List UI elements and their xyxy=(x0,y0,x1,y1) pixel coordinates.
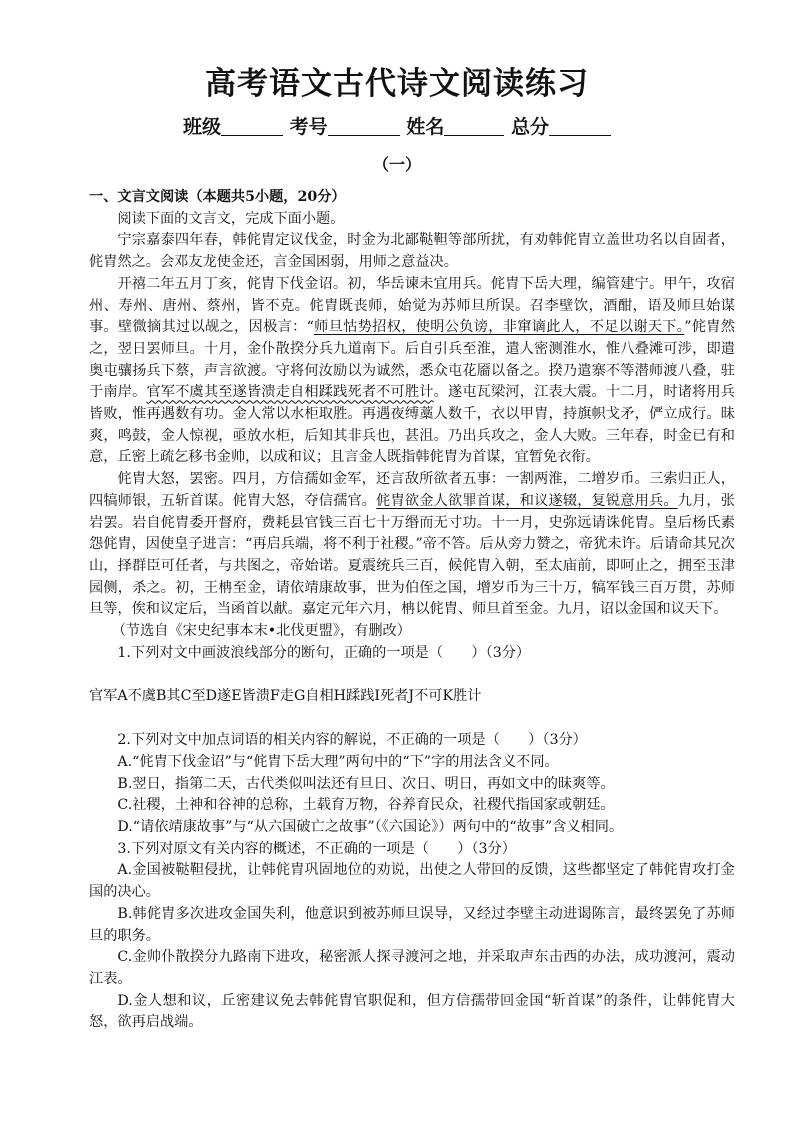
class-blank xyxy=(221,117,283,136)
id-blank xyxy=(328,117,400,136)
name-blank xyxy=(444,117,504,136)
part-heading: 一、文言文阅读（本题共5小题，20分） xyxy=(89,189,346,205)
question-3-option-b: B.韩侂胄多次进攻金国失利，他意识到被苏师旦误导，又经过李壁主动进谒陈言，最终罢免了苏师旦的职务。 xyxy=(89,905,735,944)
question-2-option-c: C.社稷，土神和谷神的总称，土载育万物，谷养育民众，社稷代指国家或朝廷。 xyxy=(117,797,615,814)
underlined-sentence-1: 师旦怙势招权，使明公负谤，非窜谪此人，不足以谢天下。 xyxy=(313,319,685,336)
question-3-option-c: C.金帅仆散揆分九路南下进攻，秘密派人探寻渡河之地，并采取声东击西的办法，成功渡河，震动江表。 xyxy=(89,949,735,987)
question-3-option-a: A.金国被鞑靼侵扰，让韩侂胄巩固地位的劝说，出使之人带回的反馈，这些都坚定了韩侂胄攻打金国的决心。 xyxy=(89,862,735,901)
student-info-line xyxy=(0,112,794,139)
question-2-option-b: B.翌日，指第二天，古代类似叫法还有旦日、次日、明日，再如文中的昧爽等。 xyxy=(117,775,615,792)
question-2: 2.下列对文中加点词语的相关内容的解说，不正确的一项是（ ）（3分） xyxy=(117,732,587,749)
wavy-line-sentence: 官军不虞其至遂皆溃走自相蹂践死者不可胜计 xyxy=(146,384,434,401)
question-3: 3.下列对原文有关内容的概述，不正确的一项是（ ）（3分） xyxy=(117,840,516,857)
passage-source: （节选自《宋史纪事本末•北伐更盟》，有删改） xyxy=(111,623,411,640)
reading-section xyxy=(89,187,735,1034)
score-label: 总分 xyxy=(510,116,549,138)
id-label: 考号 xyxy=(289,116,328,138)
class-label: 班级 xyxy=(183,116,222,138)
passage-paragraph-3: 侂胄大怒，罢密。四月，方信孺如金军，还言敌所欲者五事：一割两淮，二增岁币。三索归正人，四犒师银，五斩首谋。侂胄大怒，夺信孺官。侂胄欲金人欲罪首谋，和议遂辍，复锐意用兵。九月，张岩罢。岩自侂胄委开督府，费耗县官钱三百七十万缗而无寸功。十一月，史弥远请诛侂胄。皇后杨氏素怨侂胄，因使皇子进言：“再启兵端，将不利于社稷。”帝不答。后从旁力赞之，帝犹未许。后请命其兄次山，择群臣可任者，与共图之，帝始诺。夏震统兵三百，候侂胄入朝，至太庙前，即呵止之，拥至玉津园侧，杀之。初，王柟至金，请依靖康故事，世为伯侄之国，增岁币为三十万，犒军钱三百万贯，苏师旦等，俟和议定后，当函首以献。嘉定元年六月，柟以侂胄、师旦首至金。九月，诏以金国和议天下。 xyxy=(89,471,735,618)
question-2-option-a: A.“侂胄下伐金诏”与“侂胄下岳大理”两句中的“下”字的用法含义不同。 xyxy=(117,753,559,770)
page-title: 高考语文古代诗文阅读练习 xyxy=(205,66,589,102)
underlined-sentence-2: 侂胄欲金人欲罪首谋，和议遂辍，复锐意用兵。 xyxy=(376,492,678,509)
section-number: （一） xyxy=(372,155,421,174)
question-3-option-d: D.金人想和议，丘密建议免去韩侂胄官职促和，但方信孺带回金国“斩首谋”的条件，让韩侂胄大怒，欲再启战端。 xyxy=(89,992,735,1031)
passage-paragraph-2: 开禧二年五月丁亥，侂胄下伐金诏。初，华岳谏未宜用兵。侂胄下岳大理，编管建宁。甲午，攻宿州、寿州、唐州、蔡州，皆不克。侂胄既丧师，始觉为苏师旦所误。召李壁饮，酒酣，语及师旦始谋事。壁微摘其过以觇之，因极言：“师旦怙势招权，使明公负谤，非窜谪此人，不足以谢天下。”侂胄然之，翌日罢师旦。十月，金仆散揆分兵九道南下。后自引兵至淮，遣人密测淮水，惟八叠滩可涉，即遣奥屯骧扬兵下蔡，声言欲渡。守将何汝励以为诚然，悉众屯花靥以备之。揆乃遣寨不等潜师渡八叠，驻于南岸。官军不虞其至遂皆溃走自相蹂践死者不可胜计。遂屯瓦梁河，江表大震。十二月，时诸将用兵皆败，惟再遇数有功。金人常以水柜取胜。再遇夜缚藁人数千，衣以甲胄，持旗帜戈矛，俨立成行。昧爽，鸣鼓，金人惊视，亟放水柜，后知其非兵也，甚沮。乃出兵攻之，金人大败。三年春，时金已有和意，丘密上疏乞移书金帅，以成和议；且言金人既指韩侂胄为首谋，宜暂免衣衔。 xyxy=(89,275,735,466)
question-1: 1.下列对文中画波浪线部分的断句，正确的一项是（ ）（3分） xyxy=(117,644,531,661)
instruction: 阅读下面的文言文，完成下面小题。 xyxy=(117,210,345,227)
score-blank xyxy=(549,117,611,136)
question-1-options: 官军A不虞B其C至D遂E皆溃F走G自相H蹂践I死者J不可K胜计 xyxy=(89,688,482,705)
name-label: 姓名 xyxy=(406,116,445,138)
question-2-option-d: D.“请依靖康故事”与“从六国破亡之故事”（《六国论》）两句中的“故事”含义相同。 xyxy=(117,818,624,835)
passage-paragraph-1: 宁宗嘉泰四年春，韩侂胄定议伐金，时金为北鄙鞑靼等部所扰，有劝韩侂胄立盖世功名以自固者，侂胄然之。会邓友龙使金还，言金国困弱，用师之意益决。 xyxy=(89,232,735,271)
